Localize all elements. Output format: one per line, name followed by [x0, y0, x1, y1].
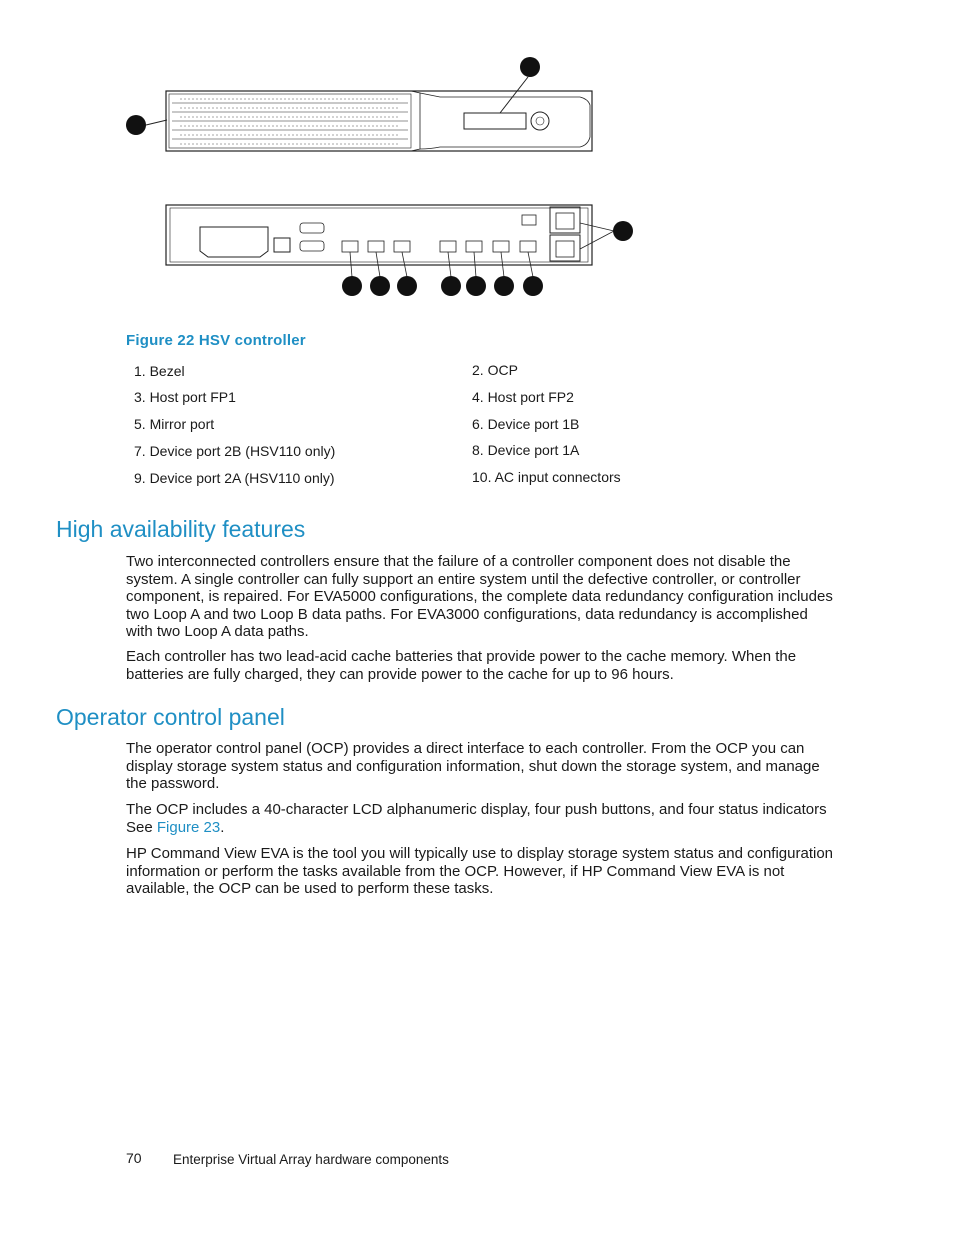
- legend-item: 10. AC input connectors: [472, 469, 621, 485]
- callout-mirror-port: [397, 276, 417, 296]
- hsv-controller-figure: [120, 55, 640, 305]
- figure-23-link[interactable]: Figure 23: [156, 818, 221, 836]
- legend-item: 2. OCP: [472, 362, 518, 378]
- paragraph: HP Command View EVA is the tool you will typically use to display storage system status and configuration information or perform the tasks available from the OCP. However, if HP Command View EVA is not available, the OCP can be used to perform these tasks.: [126, 845, 834, 897]
- callout-bezel: [126, 115, 146, 135]
- legend-item: 6. Device port 1B: [472, 416, 580, 432]
- paragraph-text: .: [220, 818, 225, 836]
- callout-ocp: [520, 57, 540, 77]
- paragraph-text: The OCP includes a 40-character LCD alphanumeric display, four push buttons, and four status indicators See: [126, 801, 827, 836]
- section-heading-high-availability: High availability features: [56, 516, 306, 542]
- figure-caption: Figure 22 HSV controller: [126, 332, 306, 349]
- paragraph: Two interconnected controllers ensure that the failure of a controller component does not disable the system. A single controller can fully support an entire system until the defective controller, or controller component, is repaired. For EVA5000 configurations, the complete data redundancy configuration includes two Loop A and two Loop B data paths. For EVA3000 configurations, data redundancy is accomplished with two Loop A data paths.: [126, 553, 833, 640]
- legend-item: 8. Device port 1A: [472, 442, 580, 458]
- page-number: 70: [126, 1150, 142, 1166]
- legend-item: 5. Mirror port: [134, 416, 215, 432]
- controller-rear-view: [166, 205, 592, 265]
- legend-item: 9. Device port 2A (HSV110 only): [134, 470, 335, 486]
- paragraph: The operator control panel (OCP) provides a direct interface to each controller. From the OCP you can display storage system status and configuration information, shut down the storage system, and manage the password.: [126, 740, 820, 792]
- callout-device-port-2a: [523, 276, 543, 296]
- legend-item: 3. Host port FP1: [134, 389, 236, 405]
- callout-host-port-fp1: [342, 276, 362, 296]
- legend-item: 7. Device port 2B (HSV110 only): [134, 443, 336, 459]
- section-heading-operator-control-panel: Operator control panel: [56, 704, 285, 730]
- legend-item: 4. Host port FP2: [472, 389, 574, 405]
- footer-title: Enterprise Virtual Array hardware components: [173, 1152, 449, 1167]
- callout-host-port-fp2: [370, 276, 390, 296]
- callout-device-port-2b: [466, 276, 486, 296]
- legend-item: 1. Bezel: [134, 363, 185, 379]
- callout-device-port-1a: [494, 276, 514, 296]
- paragraph: Each controller has two lead-acid cache batteries that provide power to the cache memory. When the batteries are fully charged, they can provide power to the cache for up to 96 hours.: [126, 648, 797, 683]
- callout-ac-input: [613, 221, 633, 241]
- paragraph: [126, 801, 836, 836]
- controller-front-view: [166, 91, 592, 151]
- callout-device-port-1b: [441, 276, 461, 296]
